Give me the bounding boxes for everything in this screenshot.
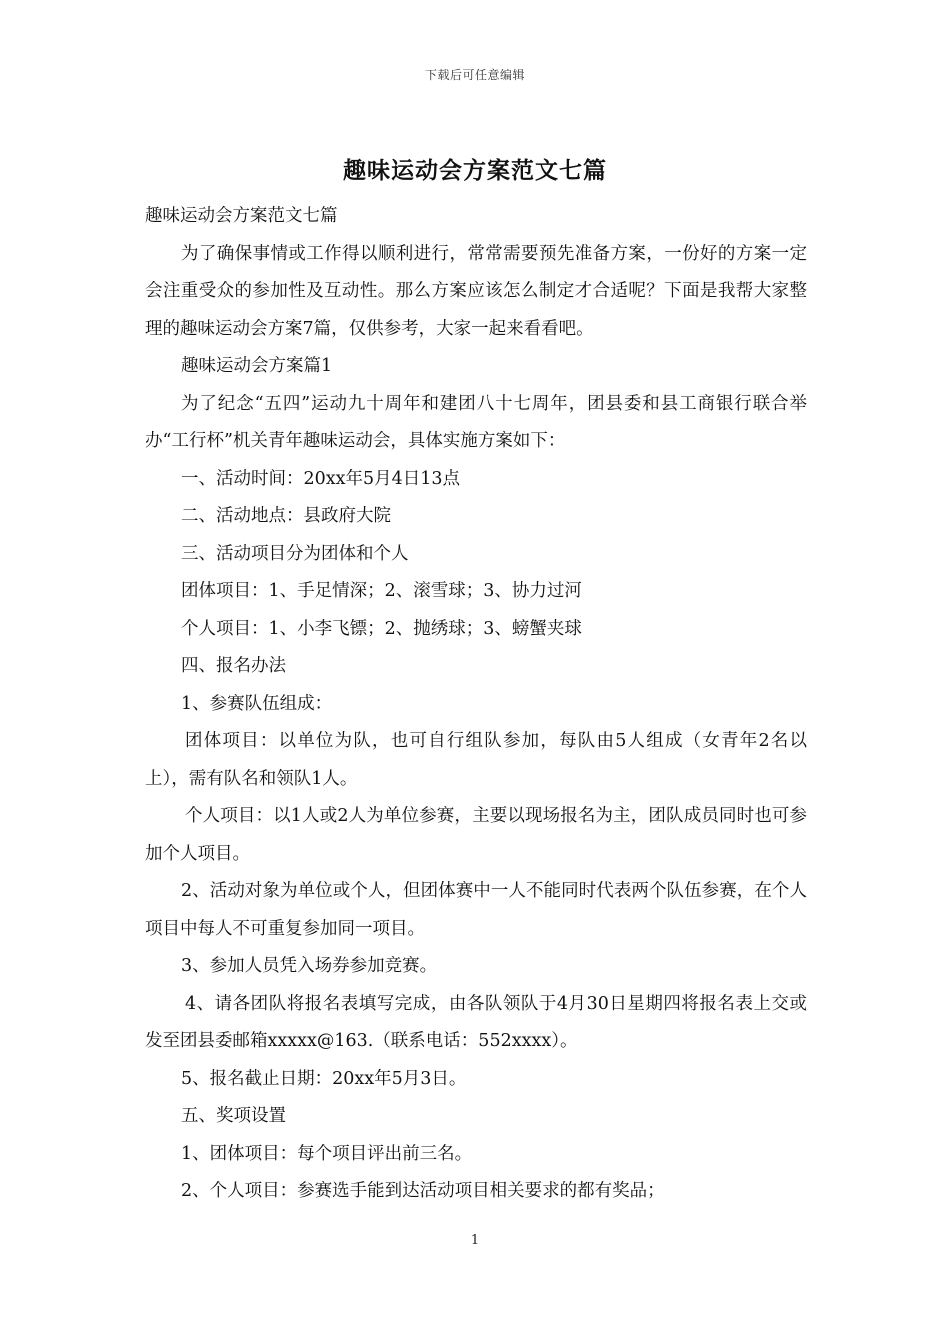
list-item: 一、活动时间：20xx年5月4日13点 xyxy=(181,468,461,489)
paragraph: 个人项目：以1人或2人为单位参赛，主要以现场报名为主，团队成员同时也可参加个人项目。 xyxy=(145,806,807,864)
page-number: 1 xyxy=(470,1233,480,1248)
paragraph: 2、活动对象为单位或个人，但团体赛中一人不能同时代表两个队伍参赛，在个人项目中每人不可重复参加同一项目。 xyxy=(145,881,807,939)
document-title: 趣味运动会方案范文七篇 xyxy=(343,157,607,184)
list-item: 1、团体项目：每个项目评出前三名。 xyxy=(181,1143,473,1164)
list-item: 2、个人项目：参赛选手能到达活动项目相关要求的都有奖品； xyxy=(181,1181,665,1201)
list-item: 四、报名办法 xyxy=(181,656,286,676)
list-item: 1、参赛队伍组成： xyxy=(181,693,333,714)
paragraph: 团体项目：以单位为队，也可自行组队参加，每队由5人组成（女青年2名以上），需有队名和领队1人。 xyxy=(145,731,807,789)
intro-paragraph: 为了确保事情或工作得以顺利进行，常常需要预先准备方案，一份好的方案一定会注重受众的参加性及互动性。那么方案应该怎么制定才合适呢？下面是我帮大家整理的趣味运动会方案7篇，仅供参考，大家一起来看看吧。 xyxy=(145,243,807,339)
list-item: 三、活动项目分为团体和个人 xyxy=(181,543,409,564)
list-item: 3、参加人员凭入场券参加竞赛。 xyxy=(181,956,438,976)
list-item: 二、活动地点：县政府大院 xyxy=(181,506,391,526)
list-item: 5、报名截止日期：20xx年5月3日。 xyxy=(181,1068,467,1089)
paragraph: 为了纪念“五四”运动九十周年和建团八十七周年，团县委和县工商银行联合举办“工行杯”机关青年趣味运动会，具体实施方案如下： xyxy=(145,393,807,451)
subtitle-line: 趣味运动会方案范文七篇 xyxy=(145,206,338,226)
list-item: 团体项目：1、手足情深；2、滚雪球；3、协力过河 xyxy=(181,581,582,601)
section-heading: 趣味运动会方案篇1 xyxy=(181,356,333,376)
paragraph: 4、请各团队将报名表填写完成，由各队领队于4月30日星期四将报名表上交或发至团县委邮箱xxxxx@163.（联系电话：552xxxx）。 xyxy=(145,993,807,1051)
list-item: 个人项目：1、小李飞镖；2、抛绣球；3、螃蟹夹球 xyxy=(181,618,582,639)
document-body xyxy=(145,198,807,1211)
list-item: 五、奖项设置 xyxy=(181,1106,286,1126)
header-note: 下载后可任意编辑 xyxy=(424,68,525,82)
